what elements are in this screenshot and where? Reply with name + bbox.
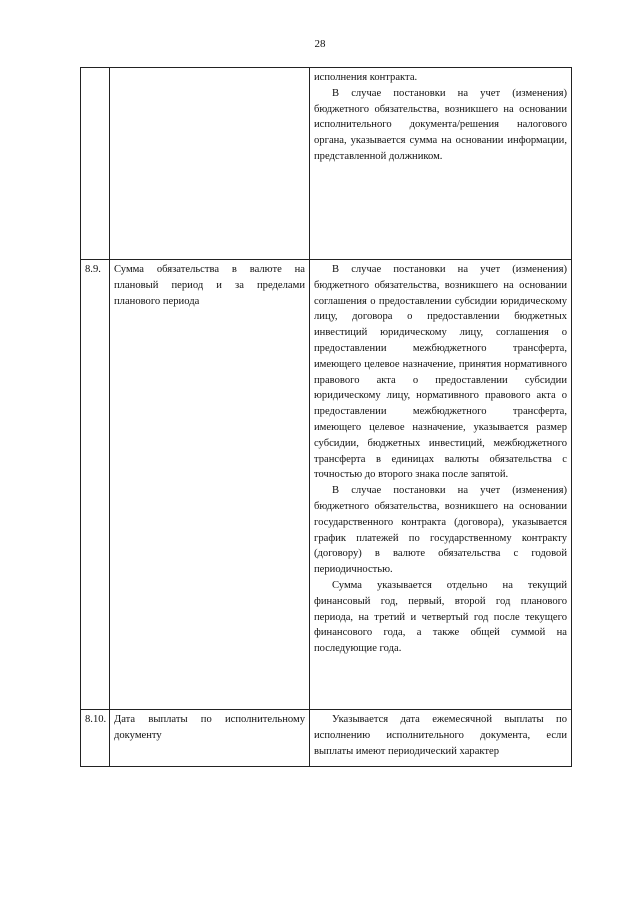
field-name — [110, 68, 310, 260]
table-row — [81, 710, 572, 767]
requirements-table — [80, 67, 572, 767]
description-paragraph: В случае постановки на учет (изменения) бюджетного обязательства, возникшего на основании исполнительного документа/решения налогового органа, указывается сумма на основании информации, представленной должником. — [314, 87, 567, 162]
row-number: 8.9. — [81, 260, 110, 710]
description-paragraph: Сумма указывается отдельно на текущий финансовый год, первый, второй год планового периода, на третий и четвертый год после текущего финансового года, а также общей суммой на последующие года. — [314, 579, 567, 655]
description-paragraph: В случае постановки на учет (изменения) бюджетного обязательства, возникшего на основании государственного контракта (договора), указывается график платежей по государственному контракту (договору) в валюте обязательства с годовой периодичностью. — [314, 485, 567, 576]
table-row — [81, 260, 572, 710]
description-paragraph: Указывается дата ежемесячной выплаты по исполнению исполнительного документа, если выплаты имеют периодический характер — [314, 714, 567, 757]
field-description — [310, 68, 572, 260]
description-paragraph: исполнения контракта. — [314, 72, 418, 83]
field-name: Сумма обязательства в валюте на плановый период и за пределами планового периода — [110, 260, 310, 710]
table-row — [81, 68, 572, 260]
row-number — [81, 68, 110, 260]
row-number: 8.10. — [81, 710, 110, 767]
description-paragraph: В случае постановки на учет (изменения) бюджетного обязательства, возникшего на основании соглашения о предоставлении субсидии юридическому лицу, договора о предоставлении бюджетных инвестиций юридическому лицу, соглашения о предоставлении межбюджетного трансферта, имеющего целевое назначение, принятия нормативного правового акта о предоставлении субсидии юридическому лицу, нормативного правового акта о предоставлении межбюджетного трансферта, имеющего целевое назначение, указывается размер субсидии, бюджетных инвестиций, межбюджетного трансферта в единицах валюты обязательства с точностью до второго знака после запятой. — [314, 264, 567, 481]
field-description — [310, 710, 572, 767]
field-description — [310, 260, 572, 710]
field-name: Дата выплаты по исполнительному документу — [110, 710, 310, 767]
page-number: 28 — [314, 38, 326, 50]
